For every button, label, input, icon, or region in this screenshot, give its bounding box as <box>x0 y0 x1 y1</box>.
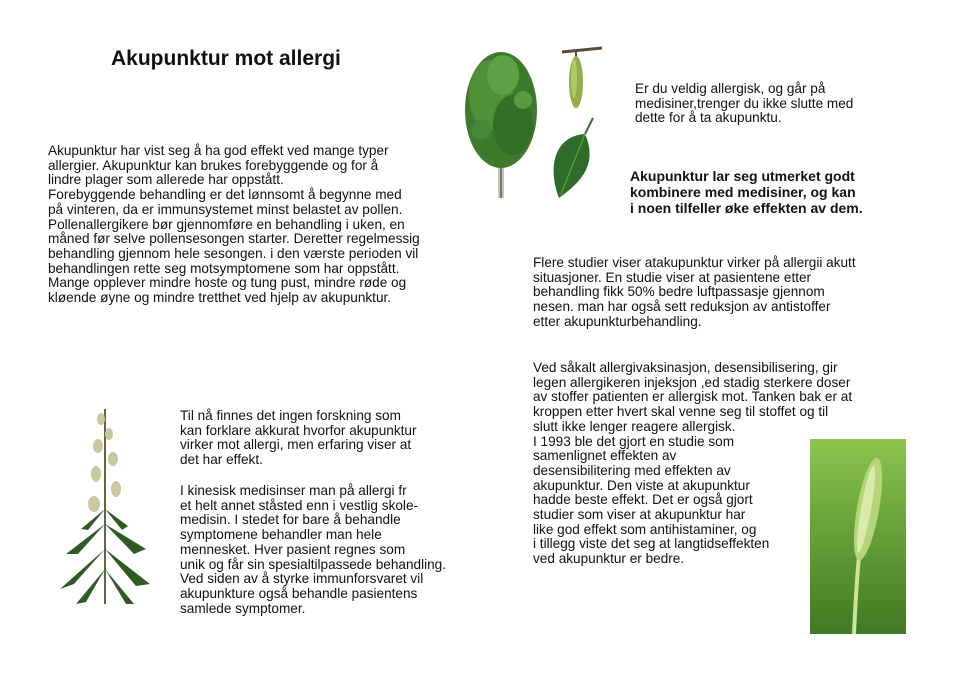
bold-note: Akupunktur lar seg utmerket godt kombinere med medisiner, og kan i noen tilfeller øke effekten av dem. <box>630 168 863 216</box>
birch-tree-image <box>461 50 543 200</box>
timothy-grass-image <box>810 439 906 634</box>
chinese-medicine-paragraph: I kinesisk medisinser man på allergi fr et helt annet ståsted enn i vestlig skole- medisin. I stedet for bare å behandle symptomene behandler man hele mennesket. Hver pasient regnes som unik og får sin spesialtilpassede behandling. Ved siden av å styrke immunforsvaret vil akupunkture også behandle pasientens samlede symptomer. <box>180 483 447 616</box>
intro-paragraph: Akupunktur har vist seg å ha god effekt ved mange typer allergier. Akupunktur kan brukes forebyggende og for å lindre plager som allerede har oppstått. Forebyggende behandling er det lønnsomt å begynne med på vinteren, da er immunsystemet minst belastet av pollen. Pollenallergikere bør gjennomføre en behandling i uken, en måned før selve pollensesongen starter. Deretter regelmessig behandling gjennom hele sesongen. i den værste perioden vil behandlingen rette seg motsymptomene som har oppstått. Mange opplever mindre hoste og tung pust, mindre røde og kløende øyne og mindre tretthet ved hjelp av akupunktur. <box>48 143 420 306</box>
birch-catkin-image <box>560 44 605 112</box>
research-paragraph: Til nå finnes det ingen forskning som kan forklare akkurat hvorfor akupunktur virker mot allergi, men erfaring viser at det har effekt. <box>180 408 417 468</box>
mugwort-plant-image <box>56 404 154 609</box>
medicine-note: Er du veldig allergisk, og går på medisiner,trenger du ikke slutte med dette for å ta akupunktu. <box>635 81 854 126</box>
page-title: Akupunktur mot allergi <box>111 47 341 70</box>
birch-leaf-image <box>545 116 600 200</box>
vaccination-paragraph: Ved såkalt allergivaksinasjon, desensibilisering, gir legen allergikeren injeksjon ,ed stadig sterkere doser av stoffer patienten er allergisk mot. Tanken bak er at kroppen etter hvert skal venne seg til stoffet og til slutt ikke lenger reagere allergisk. I 1993 ble det gjort en studie som samenlignet effekten av desensibilitering med effekten av akupunktur. Den viste at akupunktur hadde beste effekt. Det er også gjort studier som viser at akupunktur har like god effekt som antihistaminer, og i tillegg viste det seg at langtidseffekten ved akupunktur er bedre. <box>533 360 853 567</box>
studies-paragraph: Flere studier viser atakupunktur virker på allergii akutt situasjoner. En studie viser at pasientene etter behandling fikk 50% bedre luftpassasje gjennom nesen. man har også sett reduksjon av antistoffer etter akupunkturbehandling. <box>533 255 856 329</box>
